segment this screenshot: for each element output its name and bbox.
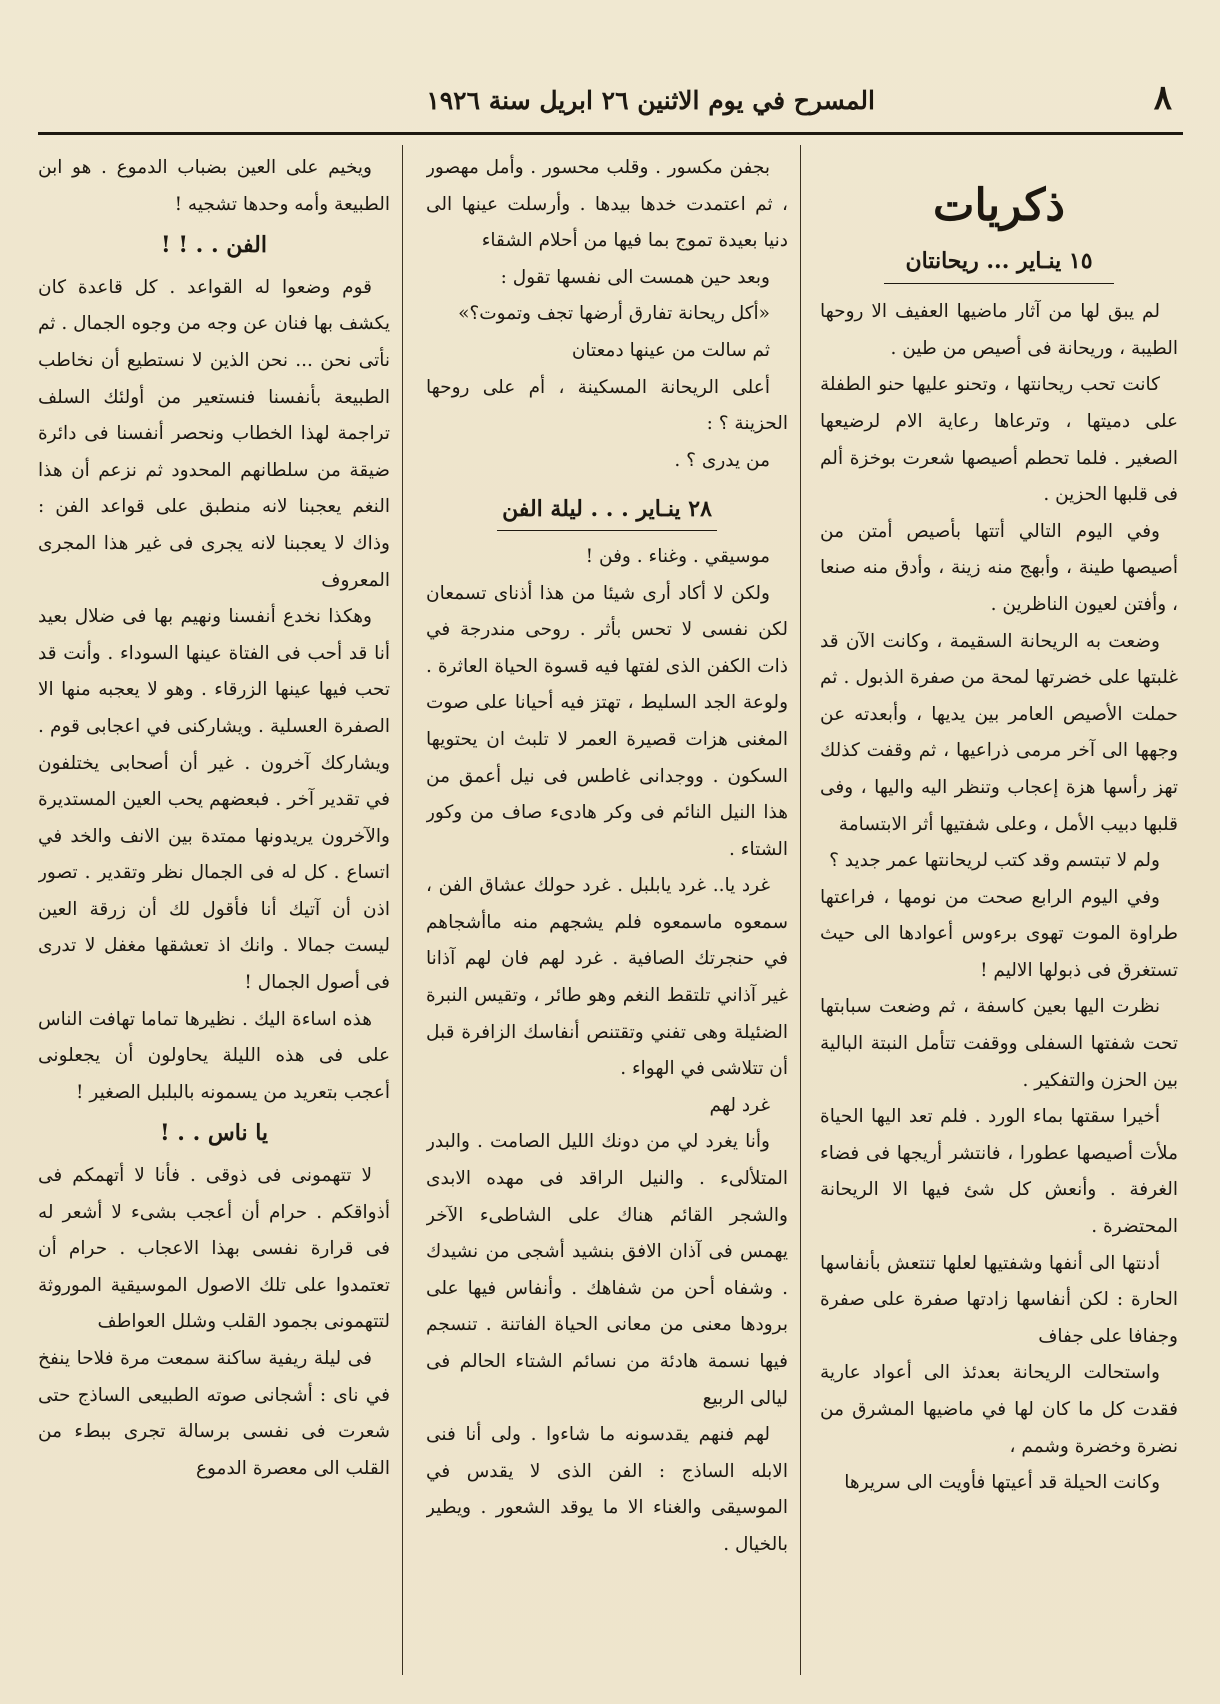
paragraph: بجفن مكسور . وقلب محسور . وأمل مهصور ، ثم اعتمدت خدها بيدها . وأرسلت عينها الى دنيا بعيدة تموج بما فيها من أحلام الشقاء <box>426 157 788 252</box>
paragraph: ويخيم على العين بضباب الدموع . هو ابن الطبيعة وأمه وحدها تشجيه ! <box>38 157 390 215</box>
paragraph: أخيرا سقتها بماء الورد . فلم تعد اليها الحياة ملأت أصيصها عطورا ، فانتشر أريجها فى فضاء الغرفة . وأنعش كل شئ فيها الا الريحانة المحتضرة . <box>820 1106 1178 1238</box>
paragraph: قوم وضعوا له القواعد . كل قاعدة كان يكشف بها فنان عن وجه من وجوه الجمال . ثم نأتى نحن ... نحن الذين لا نستطيع أن نخاطب الطبيعة بأنفسنا فنستعير من أولئك السلف تراجمة لهذا الخطاب ونحصر أنفسنا فى دائرة ضيقة من سلطانهم المحدود ثم نزعم أن هذا النغم يعجبنا لانه منطبق على قواعد الفن : وذاك لا يعجبنا لانه يجرى فى غير هذا المجرى المعروف <box>38 276 390 591</box>
article-subhead-jan-15: ١٥ ينـاير ... ريحانتان <box>884 243 1114 285</box>
paragraph: هذه اساءة اليك . نظيرها تماما تهافت الناس على فى هذه الليلة يحاولون أن يجعلونى أعجب بتعريد من يسمونه بالبلبل الصغير ! <box>38 1008 390 1103</box>
column-divider-right <box>800 145 801 1675</box>
page-header <box>30 70 1190 134</box>
paragraph: وهكذا نخدع أنفسنا ونهيم بها فى ضلال بعيد أنا قد أحب فى الفتاة عينها السوداء . وأنت قد تحب فيها عينها الزرقاء . وهو لا يعجبه منها الا الصفرة العسلية . ويشاركنى في اعجابى قوم . ويشاركك آخرون . غير أن أصحابى يختلفون في تقدير آخر . فبعضهم يحب العين المستديرة والآخرون يريدونها ممتدة بين الانف والخد في اتساع . كل له فى الجمال نظر وتقدير . تصور اذن أن آتيك أنا فأقول لك أن زرقة العين ليست جمالا . وانك اذ تعشقها مغفل لا تدرى فى أصول الجمال ! <box>38 606 390 994</box>
page-number: ٨ <box>1153 78 1172 118</box>
inline-heading-people: يا ناس . . ! <box>159 1120 269 1147</box>
paragraph: وضعت به الريحانة السقيمة ، وكانت الآن قد غلبتها على خضرتها لمحة من صفرة الذبول . ثم حملت الأصيص العامر بين يديها ، وأبعدته عن وجهها الى آخر مرمى ذراعيها ، ثم وقفت كذلك تهز رأسها هزة إعجاب وتنظر اليه واليها ، وفى قلبها دبيب الأمل ، وعلى شفتيها أثر الابتسامة <box>820 630 1178 835</box>
paragraph: وأنا يغرد لي من دونك الليل الصامت . والبدر المتلألىء . والنيل الراقد فى مهده الابدى والشجر القائم هناك على الشاطىء الآخر يهمس فى آذان الافق بنشيد أشجى من نشيدك . وشفاه أحن من شفاهك . وأنفاس فيها على برودها معنى من معانى الحياة الفاتنة . تنسجم فيها نسمة هادئة من نسائم الشتاء الحالم فى ليالى الربيع <box>426 1131 788 1409</box>
article-column-left <box>38 150 390 1670</box>
paragraph: لهم فنهم يقدسونه ما شاءوا . ولى أنا فنى الابله الساذج : الفن الذى لا يقدس في الموسيقى والغناء الا ما يوقد الشعور . ويطير بالخيال . <box>426 1424 788 1555</box>
article-column-middle <box>426 150 788 1670</box>
paragraph: نظرت اليها بعين كاسفة ، ثم وضعت سبابتها تحت شفتها السفلى ووقفت تتأمل النبتة البالية بين الحزن والتفكير . <box>820 996 1178 1091</box>
paragraph: ولم لا تبتسم وقد كتب لريحانتها عمر جديد ؟ <box>829 850 1160 872</box>
paragraph: موسيقي . وغناء . وفن ! <box>585 545 770 567</box>
paragraph: ولكن لا أكاد أرى شيئا من هذا أذناى تسمعان لكن نفسى لا تحس بأثر . روحى مندرجة في ذات الكفن الذى لفتها فيه قسوة الحياة العاثرة . ولوعة الجد السليط ، تهتز فيه أحيانا على صوت المغنى هزات قصيرة العمر لا تلبث ان يحتويها السكون . ووجدانى غاطس فى نيل أعمق من هذا النيل النائم فى وكر هادىء صاف من وكور الشتاء . <box>426 582 788 860</box>
paragraph: وفي اليوم التالي أتتها بأصيص أمتن من أصيصها طينة ، وأبهج منه زينة ، وأدق منه صنعا ، وأفتن لعيون الناظرين . <box>820 520 1178 615</box>
paragraph: من يدرى ؟ . <box>674 449 770 471</box>
column-divider-left <box>402 145 403 1675</box>
paragraph: وبعد حين همست الى نفسها تقول : <box>500 266 770 288</box>
paragraph: لا تتهمونى فى ذوقى . فأنا لا أتهمكم فى أذواقكم . حرام أن أعجب بشىء لا أشعر له فى قرارة نفسى بهذا الاعجاب . حرام أن تعتمدوا على تلك الاصول الموسيقية الموروثة لتتهمونى بجمود القلب وشلل العواطف <box>38 1165 390 1333</box>
paragraph: وفي اليوم الرابع صحت من نومها ، فراعتها طراوة الموت تهوى برءوس أعوادها الى حيث تستغرق فى ذبولها الاليم ! <box>820 886 1178 981</box>
paragraph: أعلى الريحانة المسكينة ، أم على روحها الحزينة ؟ : <box>426 376 788 435</box>
header-title: المسرح في يوم الاثنين ٢٦ ابريل سنة ١٩٢٦ <box>426 86 875 115</box>
paragraph: أدنتها الى أنفها وشفتيها لعلها تنتعش بأنفاسها الحارة : لكن أنفاسها زادتها صفرة على صفرة وجفافا على جفاف <box>820 1252 1178 1347</box>
article-subhead-jan-28: ٢٨ ينـاير . . . ليلة الفن <box>497 491 717 531</box>
paragraph: وكانت الحيلة قد أعيتها فأويت الى سريرها <box>844 1472 1160 1494</box>
paragraph: واستحالت الريحانة بعدئذ الى أعواد عارية فقدت كل ما كان لها في ماضيها المشرق من نضرة وخضرة وشمم ، <box>820 1362 1178 1457</box>
inline-heading-art: الفن . . ! ! <box>161 232 267 259</box>
article-column-right <box>820 150 1178 1670</box>
section-masthead: ذكريات <box>933 180 1065 231</box>
paragraph: ثم سالت من عينها دمعتان <box>571 339 770 361</box>
paragraph: غرد لهم <box>709 1094 770 1116</box>
quote-line: «أكل ريحانة تفارق أرضها تجف وتموت؟» <box>458 303 770 325</box>
page-content <box>30 70 1190 1690</box>
header-rule <box>38 132 1183 135</box>
paragraph: لم يبق لها من آثار ماضيها العفيف الا روحها الطيبة ، وريحانة فى أصيص من طين . <box>820 301 1178 359</box>
paragraph: غرد يا.. غرد يابلبل . غرد حولك عشاق الفن ، سمعوه ماسمعوه فلم يشجهم منه ماأشجاهم في حنجرتك الصافية . غرد لهم فان لهم آذانا غير آذاني تلتقط النغم وهو طائر ، وتقيس النبرة الضئيلة وهى تفني وتقتنص أنفاسك الزافرة قبل أن تتلاشى في الهواء . <box>426 875 788 1080</box>
paragraph: فى ليلة ريفية ساكنة سمعت مرة فلاحا ينفخ في ناى : أشجانى صوته الطبيعى الساذج حتى شعرت فى نفسى برسالة تجرى ببطء من القلب الى معصرة الدموع <box>38 1348 390 1479</box>
paragraph: كانت تحب ريحانتها ، وتحنو عليها حنو الطفلة على دميتها ، وترعاها رعاية الام لرضيعها الصغير . فلما تحطم أصيصها شعرت بوخزة ألم فى قلبها الحزين . <box>820 374 1178 506</box>
